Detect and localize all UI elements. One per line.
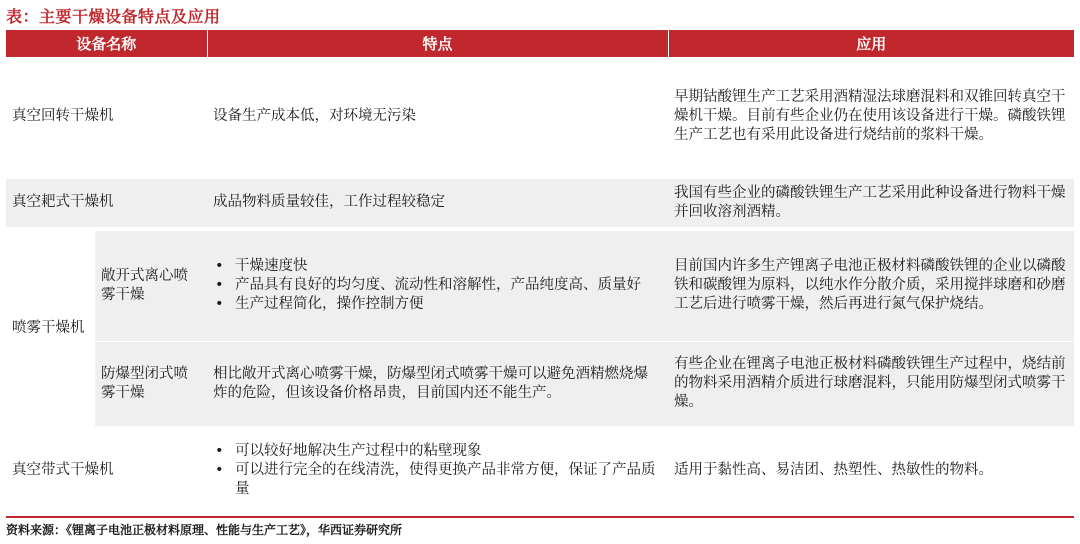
equipment-subtype: 敞开式离心喷雾干燥 (95, 229, 207, 342)
table-row (6, 58, 1074, 177)
list-item: • 可以较好地解决生产过程中的粘壁现象 (235, 442, 662, 461)
equipment-feature: 成品物料质量较佳，工作过程较稳定 (207, 177, 668, 229)
equipment-name: 真空回转干燥机 (6, 58, 207, 177)
footer-divider (6, 516, 1074, 518)
equipment-subtype: 防爆型闭式喷雾干燥 (95, 342, 207, 428)
equipment-feature-list (207, 229, 668, 342)
equipment-application: 我国有些企业的磷酸铁锂生产工艺采用此种设备进行物料干燥并回收溶剂酒精。 (668, 177, 1074, 229)
table-row (6, 428, 1074, 512)
list-item: • 生产过程简化，操作控制方便 (235, 295, 662, 314)
list-item: • 可以进行完全的在线清洗，使得更换产品非常方便，保证了产品质量 (235, 461, 662, 499)
equipment-application: 早期钴酸锂生产工艺采用酒精湿法球磨混料和双锥回转真空干燥机干燥。目前有些企业仍在使用该设备进行干燥。磷酸铁锂生产工艺也有采用此设备进行烧结前的浆料干燥。 (668, 58, 1074, 177)
header-equipment-name: 设备名称 (6, 30, 207, 58)
table-row (6, 177, 1074, 229)
table-title: 表：主要干燥设备特点及应用 (6, 7, 221, 26)
table-row (6, 342, 1074, 428)
header-application: 应用 (668, 30, 1074, 58)
equipment-name: 真空耙式干燥机 (6, 177, 207, 229)
table-row (6, 229, 1074, 342)
equipment-table (6, 30, 1074, 512)
header-row (6, 30, 1074, 58)
equipment-application: 目前国内许多生产锂离子电池正极材料磷酸铁锂的企业以磷酸铁和碳酸锂为原料，以纯水作分散介质，采用搅拌球磨和砂磨工艺后进行喷雾干燥，然后再进行氮气保护烧结。 (668, 229, 1074, 342)
equipment-application: 有些企业在锂离子电池正极材料磷酸铁锂生产过程中，烧结前的物料采用酒精介质进行球磨混料，只能用防爆型闭式喷雾干燥。 (668, 342, 1074, 428)
equipment-name: 喷雾干燥机 (6, 229, 95, 428)
equipment-feature: 相比敞开式离心喷雾干燥，防爆型闭式喷雾干燥可以避免酒精燃烧爆炸的危险，但该设备价格昂贵，目前国内还不能生产。 (207, 342, 668, 428)
equipment-application: 适用于黏性高、易洁团、热塑性、热敏性的物料。 (668, 428, 1074, 512)
equipment-feature: 设备生产成本低，对环境无污染 (207, 58, 668, 177)
source-note: 资料来源：《锂离子电池正极材料原理、性能与生产工艺》，华西证券研究所 (6, 523, 403, 537)
header-features: 特点 (207, 30, 668, 58)
equipment-feature-list (207, 428, 668, 512)
equipment-name: 真空带式干燥机 (6, 428, 207, 512)
list-item: • 干燥速度快 (235, 257, 662, 276)
list-item: • 产品具有良好的均匀度、流动性和溶解性，产品纯度高、质量好 (235, 276, 662, 295)
